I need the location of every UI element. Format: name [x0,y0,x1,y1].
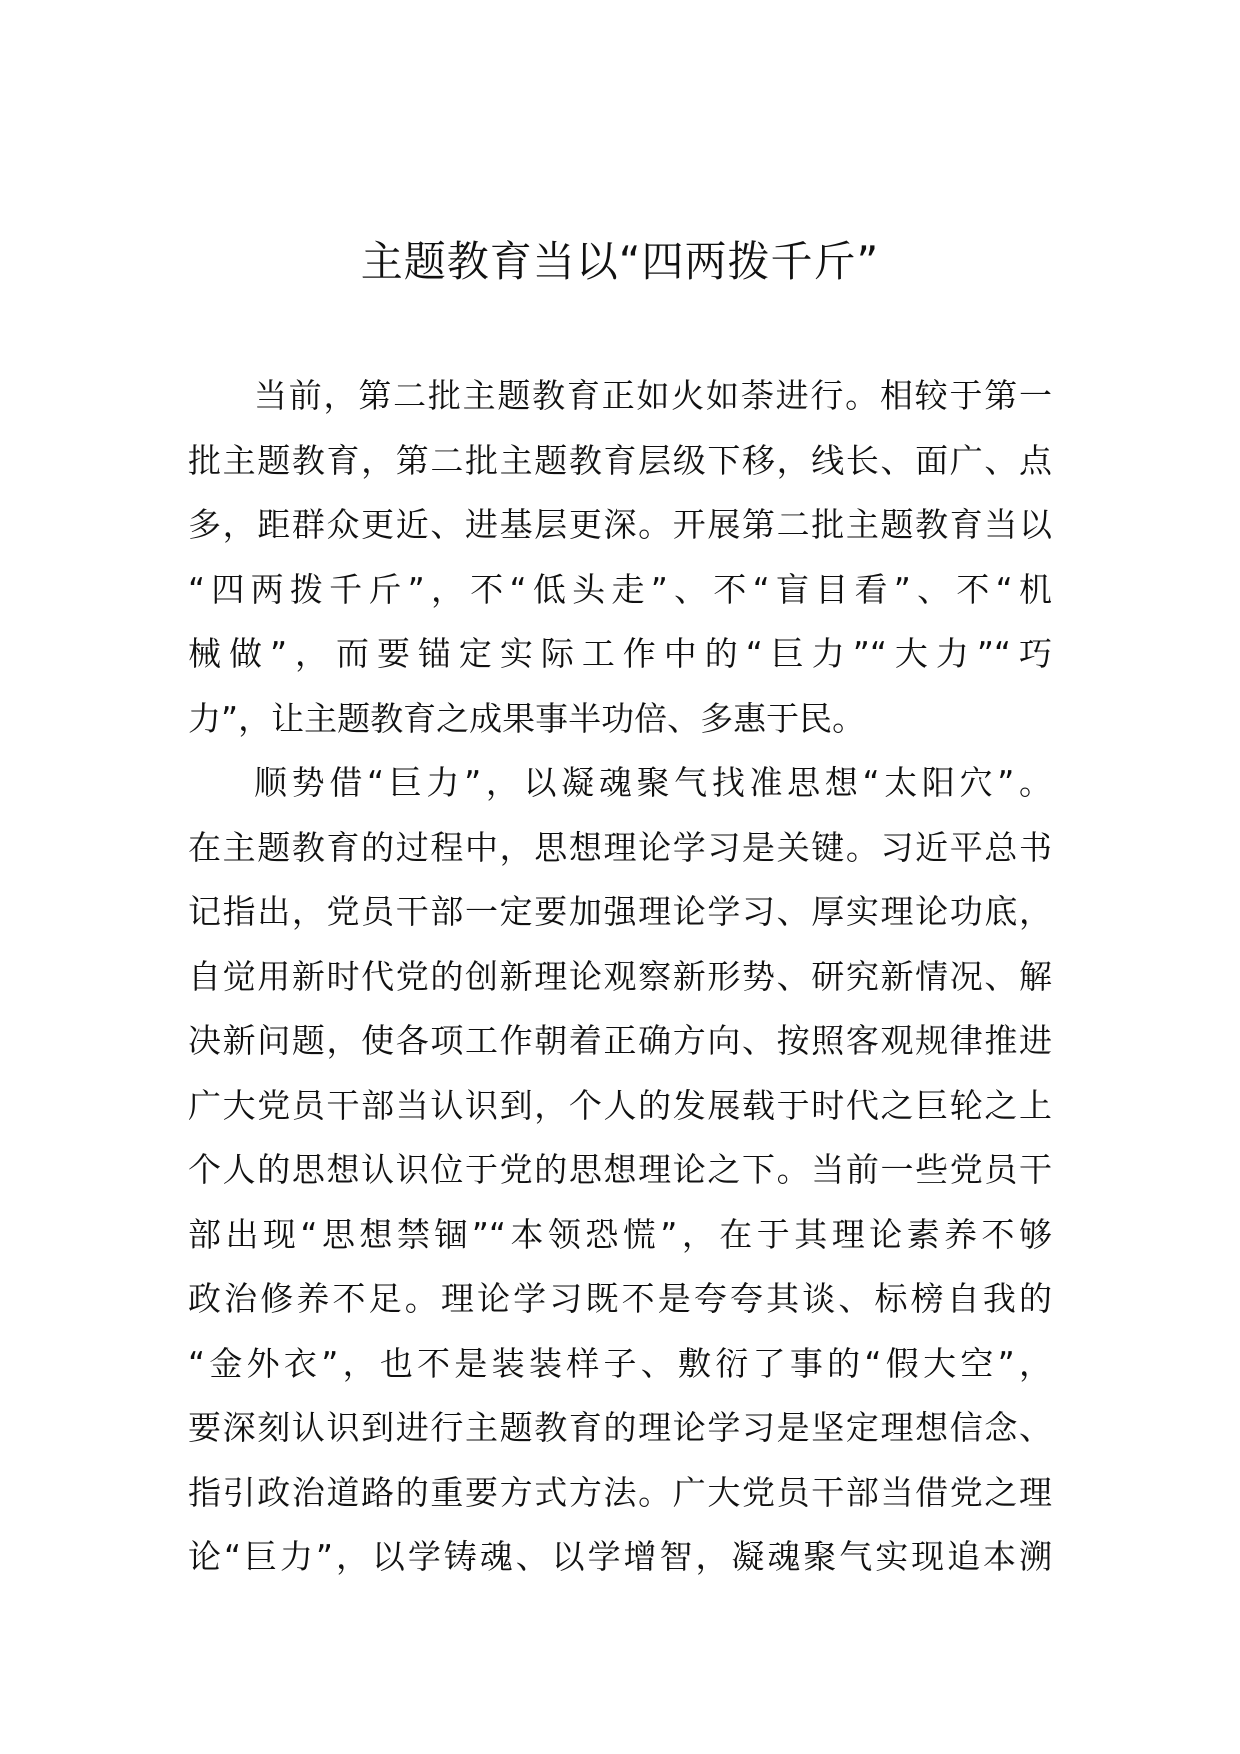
paragraph-line: 个人的思想认识位于党的思想理论之下。当前一些党员干 [188,1150,1052,1189]
document-body [188,364,1052,1590]
paragraph-line: 顺势借“巨力”，以凝魂聚气找准思想“太阳穴”。 [254,763,1052,802]
paragraph-line: 批主题教育，第二批主题教育层级下移，线长、面广、点 [188,440,1052,480]
paragraph-line: 要深刻认识到进行主题教育的理论学习是坚定理想信念、 [188,1408,1052,1447]
paragraph-line: 部出现“思想禁锢”“本领恐慌”，在于其理论素养不够 [188,1214,1052,1254]
paragraph-line: 广大党员干部当认识到，个人的发展载于时代之巨轮之上 [188,1085,1052,1125]
paragraph-line: 政治修养不足。理论学习既不是夸夸其谈、标榜自我的 [188,1279,1052,1318]
paragraph-line: 力”，让主题教育之成果事半功倍、多惠于民。 [188,698,866,738]
paragraph-line: 记指出，党员干部一定要加强理论学习、厚实理论功底， [188,892,1052,931]
paragraph-line: 多，距群众更近、进基层更深。开展第二批主题教育当以 [188,505,1052,544]
document-title: 主题教育当以“四两拨千斤” [360,237,880,286]
paragraph-line: 决新问题，使各项工作朝着正确方向、按照客观规律推进 [188,1021,1052,1060]
paragraph-line: “金外衣”，也不是装装样子、敷衍了事的“假大空”， [188,1343,1052,1383]
paragraph-line: 在主题教育的过程中，思想理论学习是关键。习近平总书 [188,827,1052,867]
paragraph-line: “四两拨千斤”，不“低头走”、不“盲目看”、不“机 [188,569,1052,609]
paragraph-line: 械做”，而要锚定实际工作中的“巨力”“大力”“巧 [188,634,1052,673]
paragraph-line: 自觉用新时代党的创新理论观察新形势、研究新情况、解 [188,956,1052,996]
paragraph-line: 当前，第二批主题教育正如火如荼进行。相较于第一 [254,376,1052,415]
paragraph-line: 指引政治道路的重要方式方法。广大党员干部当借党之理 [188,1472,1052,1512]
paragraph-line: 论“巨力”，以学铸魂、以学增智，凝魂聚气实现追本溯 [188,1537,1052,1576]
